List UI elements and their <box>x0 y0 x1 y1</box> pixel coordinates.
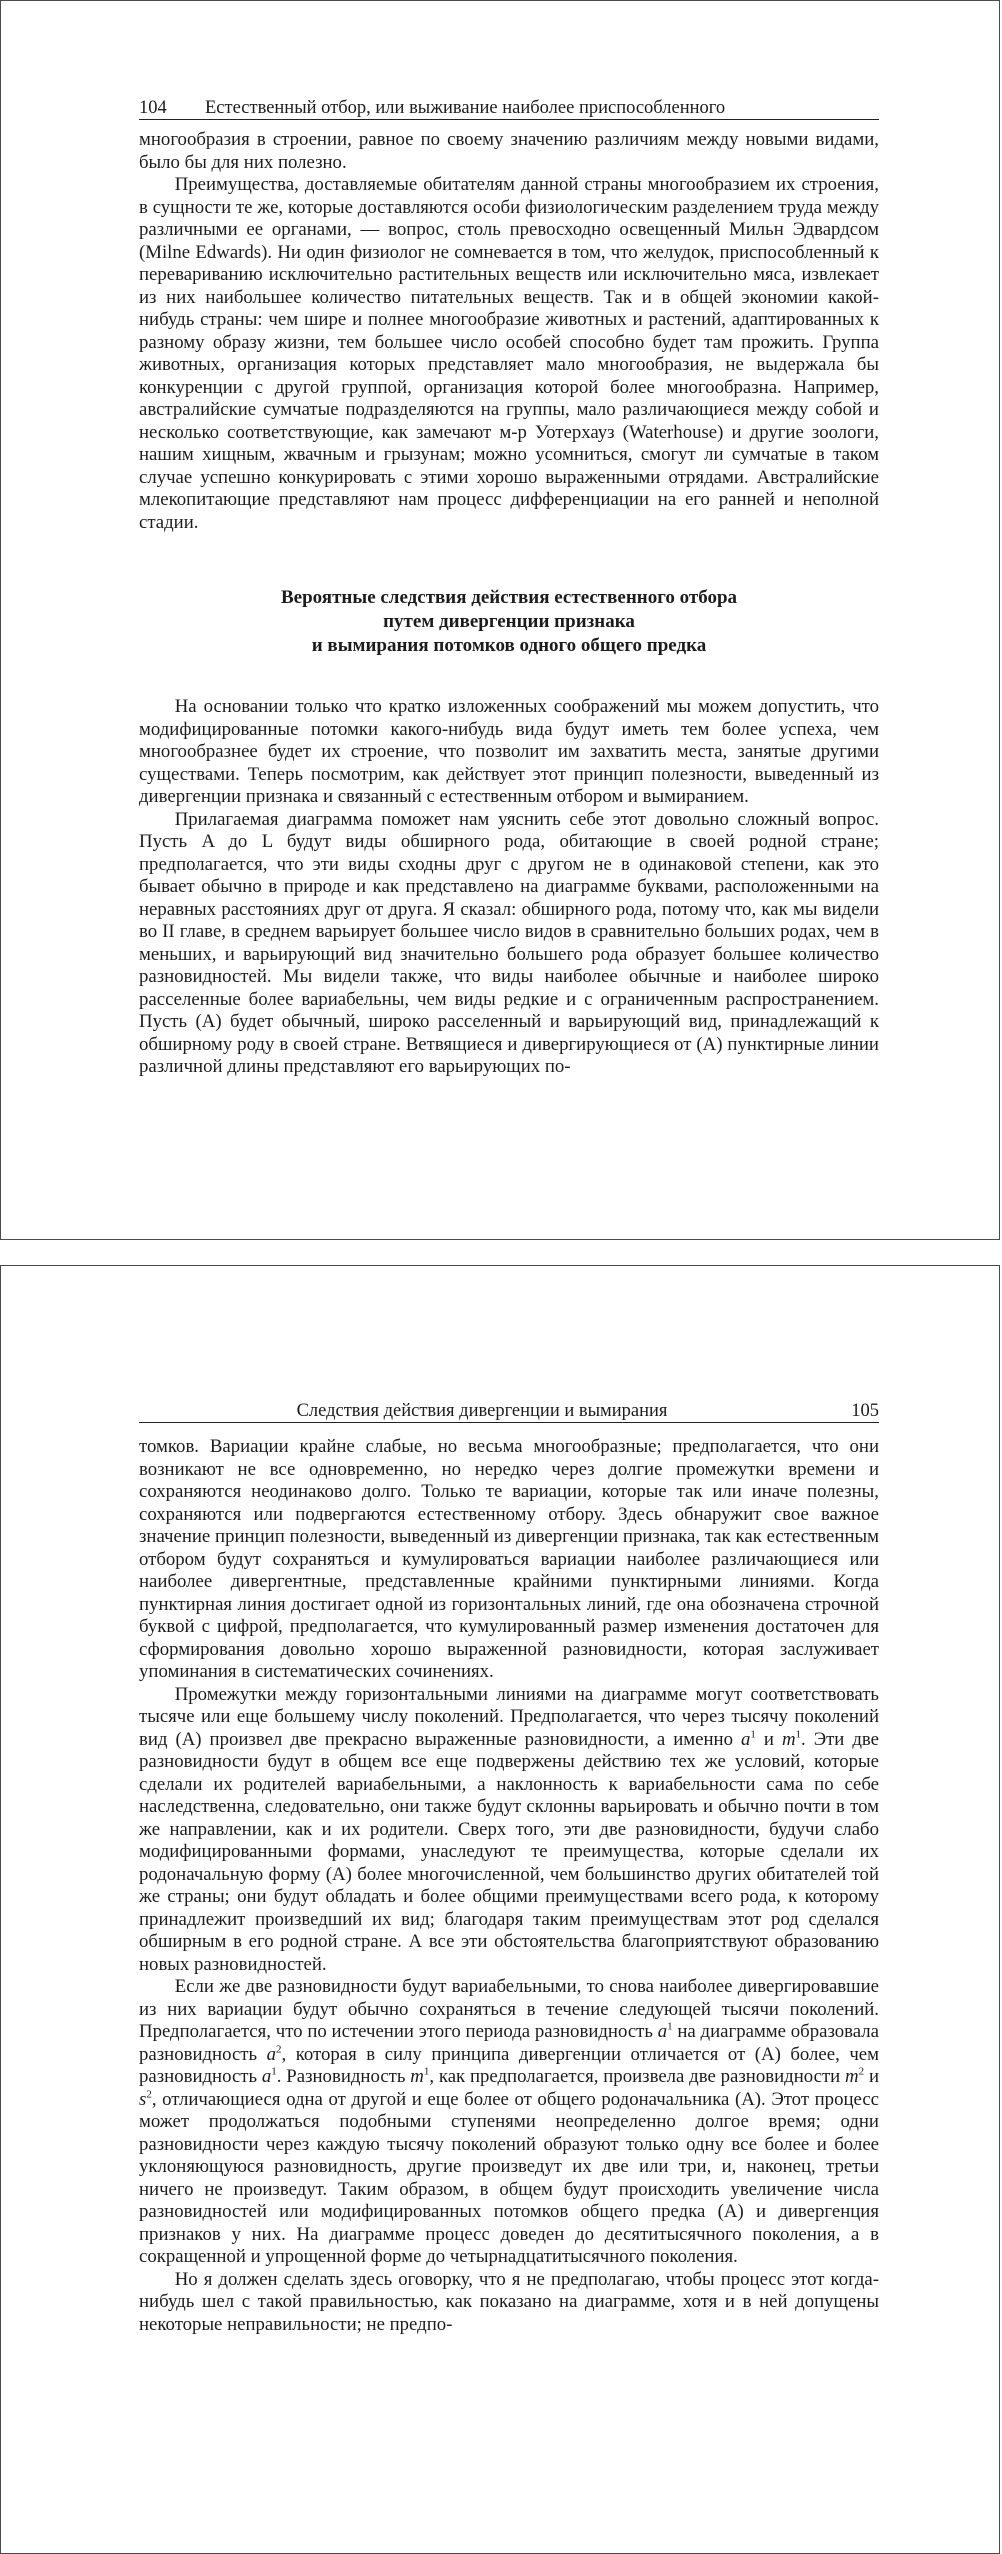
paragraph: Но я должен сделать здесь оговорку, что я не предполагаю, чтобы процесс этот когда-нибудь шел с такой правильностью, как показано на диаграмме, хотя и в ней допущены некоторые неправильности; не предпо- <box>139 2268 879 2335</box>
variety-symbol: a <box>266 2043 276 2065</box>
variety-symbol: a <box>657 2021 668 2042</box>
variety-symbol: s <box>139 2088 147 2110</box>
text-run: и <box>755 1728 782 1750</box>
running-head <box>139 93 879 120</box>
variety-symbol: a <box>261 2066 272 2087</box>
paragraph <box>139 1976 879 2269</box>
paragraph: Прилагаемая диаграмма поможет нам уяснить себе этот довольно сложный вопрос. Пусть A до L будут виды обширного рода, обитающие в своей родной стране; предполагается, что эти виды сходны друг с другом не в одинаковой степени, как это бывает обычно в природе и как представлено на диаграмме буквами, расположенными на неравных расстояниях друг от друга. Я сказал: обширного рода, потому что, как мы видели во II главе, в среднем варьирует большее число видов в сравнительно больших родах, чем в меньших, и варьирующий вид значительно большего рода образует большее количество разновидностей. Мы видели также, что виды наиболее обычные и наиболее широко расселенные более вариабельны, чем виды редкие и с ограниченным распространением. Пусть (A) будет обычный, широко расселенный и варьирующий вид, принадлежащий к обширному роду в своей стране. Ветвящиеся и дивергирующиеся от (A) пунктирные линии различной длины представляют его варьирующих по- <box>139 808 879 1077</box>
running-title: Следствия действия дивергенции и вымирания <box>296 1401 668 1421</box>
text-run: Промежутки между горизонтальными линиями на диаграмме могут соответствовать тысяче или еще большему числу поколений. Предполагается, что через тысячу поколений вид (A) произвел две прекрасно выраженные разновидности, а именно <box>139 1683 879 1750</box>
variety-symbol: m <box>781 1728 796 1750</box>
body-text <box>139 129 879 1079</box>
variety-symbol: m <box>845 2066 859 2087</box>
heading-line: и вымирания потомков одного общего предка <box>311 635 707 656</box>
text-run: , которая в силу принципа дивергенции отличается от (A) более, чем разновидность <box>139 2043 879 2087</box>
text-run: Если же две разновидности будут вариабельными, то снова наиболее дивергировавшие из них вариации будут обычно сохраняться в течение следующей тысячи поколений. Предполагается, что по истечении этого периода разновидность <box>139 1976 879 2042</box>
running-head <box>139 1396 879 1423</box>
text-run: , как предполагается, произвела две разновидности <box>429 2066 846 2087</box>
page-104 <box>0 0 1000 1240</box>
variety-index: 1 <box>271 2065 277 2078</box>
variety-index: 2 <box>276 2043 282 2056</box>
body-text <box>139 1436 879 2336</box>
paragraph: томков. Вариации крайне слабые, но весьма многообразные; предполагается, что они возникают не все одновременно, но нередко через долгие промежутки времени и сохраняются неодинаково долго. Только те вариации, которые так или иначе полезны, сохраняются или подвергаются естественному отбору. Здесь обнаружит свое важное значение принцип полезности, выведенный из дивергенции признака, так как естественным отбором будут сохраняться и кумулироваться вариации наиболее различающиеся или наиболее дивергентные, представленные крайними пунктирными линиями. Когда пунктирная линия достигает одной из горизонтальных линий, где она обозначена строчной буквой с цифрой, предполагается, что кумулированный размер изменения достаточен для сформирования довольно хорошо выраженной разновидности, которая заслуживает упоминания в систематических сочинениях. <box>139 1436 879 1682</box>
variety-index: 1 <box>795 1728 802 1741</box>
variety-symbol: m <box>410 2066 424 2087</box>
heading-line: Вероятные следствия действия естественного отбора <box>280 587 738 608</box>
paragraph: многообразия в строении, равное по своему значению различиям между новыми видами, было бы для них полезно. <box>139 129 879 173</box>
variety-index: 2 <box>146 2088 152 2101</box>
text-run: на диаграмме образовала разновидность <box>139 2021 879 2065</box>
section-heading <box>139 586 879 658</box>
page-105 <box>0 1265 1000 2554</box>
text-run: . Эти две разновидности будут в общем все еще подвержены действию тех же условий, которые сделали их родителей вариабельными, а наклонность к вариабельности сама по себе наследственна, следовательно, они также будут склонны варьировать и обычно почти в том же направлении, как и их родители. Сверх того, эти две разновидности, будучи слабо модифицированными формами, унаследуют те преимущества, которые сделали их родоначальную форму (A) более многочисленной, чем большинство других обитателей той же страны; они будут обладать и более общими преимуществами всего рода, к которому принадлежит произведший их вид; благодаря таким преимуществам этот род сделался обширным в его родной стране. А все эти обстоятельства благоприятствуют образованию новых разновидностей. <box>139 1728 879 1975</box>
paragraph: Преимущества, доставляемые обитателям данной страны многообразием их строения, в сущности те же, которые доставляются особи физиологическим разделением труда между различными ее органами, — вопрос, столь превосходно освещенный Мильн Эдвардсом (Milne Edwards). Ни один физиолог не сомневается в том, что желудок, приспособленный к перевариванию исключительно растительных веществ или исключительно мяса, извлекает из них наибольшее количество питательных веществ. Так и в общей экономии какой-нибудь страны: чем шире и полнее многообразие животных и растений, адаптированных к разному образу жизни, тем большее число особей способно будет там прожить. Группа животных, организация которых представляет мало многообразия, не выдержала бы конкуренции с другой группой, организация которой более многообразна. Например, австралийские сумчатые подразделяются на группы, мало различающиеся между собой и несколько соответствующие, как замечают м-р Уотерхауз (Waterhouse) и другие зоологи, нашим хищным, жвачным и грызунам; можно усомниться, смогут ли сумчатые в таком случае успешно конкурировать с этими хорошо выраженными отрядами. Австралийские млекопитающие представляют нам процесс дифференциации на его ранней и неполной стадии. <box>139 174 879 533</box>
page-number: 105 <box>851 1401 879 1421</box>
page-number: 104 <box>139 98 167 118</box>
variety-index: 1 <box>423 2065 430 2078</box>
text-run: , отличающиеся одна от другой и еще более от общего родоначальника (A). Этот процесс может продолжаться подобными ступенями неопределенно долгое время; одни разновидности через каждую тысячу поколений образуют только одну все более и более уклоняющуюся разновидность, другие произведут их две или три, и, наконец, третьи ничего не произведут. Таким образом, в общем будут происходить увеличение числа разновидностей или модифицированных потомков общего предка (A) и дивергенция признаков у них. На диаграмме процесс доведен до десятитысячного поколения, а в сокращенной и упрощенной форме до четырнадцатитысячного поколения. <box>139 2088 879 2267</box>
running-title: Естественный отбор, или выживание наиболее приспособленного <box>205 98 726 118</box>
text-run: и <box>864 2066 879 2087</box>
variety-index: 1 <box>750 1728 756 1741</box>
variety-index: 1 <box>667 2020 673 2033</box>
heading-line: путем дивергенции признака <box>383 611 635 632</box>
paragraph <box>139 1684 879 1977</box>
variety-symbol: a <box>741 1728 751 1750</box>
paragraph: На основании только что кратко изложенных соображений мы можем допустить, что модифицированные потомки какого-нибудь вида будут иметь тем более успеха, чем многообразнее будет их строение, что позволит им захватить места, занятые другими существами. Теперь посмотрим, как действует этот принцип полезности, выведенный из дивергенции признака и связанный с естественным отбором и вымиранием. <box>139 696 879 807</box>
variety-index: 2 <box>858 2065 865 2078</box>
text-run: . Разновидность <box>276 2066 411 2087</box>
